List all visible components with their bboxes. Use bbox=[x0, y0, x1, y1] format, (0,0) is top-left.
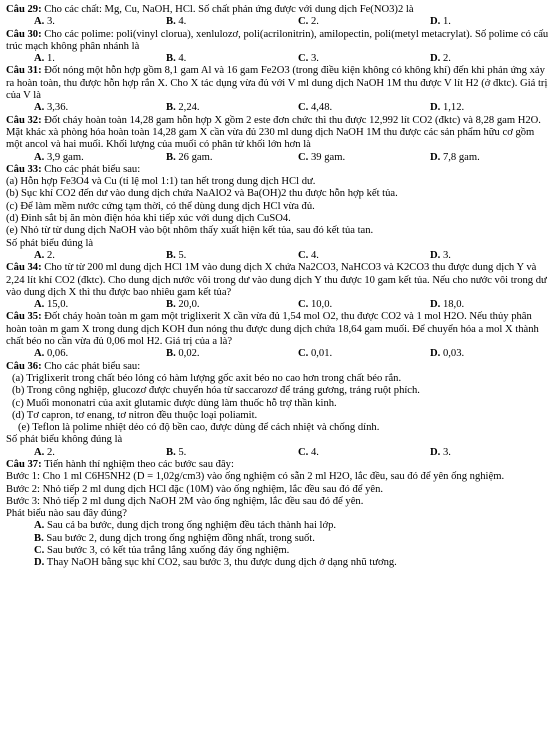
option-text: 15,0. bbox=[44, 299, 69, 311]
question-37-label: Câu 37: bbox=[6, 458, 42, 470]
option-text: 4. bbox=[308, 446, 319, 458]
question-36-closing: Số phát biểu không đúng là bbox=[6, 434, 123, 446]
option-letter: D. bbox=[430, 151, 441, 163]
option-text: 20,0. bbox=[175, 299, 200, 311]
option-a[interactable] bbox=[34, 102, 166, 114]
option-letter: B. bbox=[166, 348, 176, 360]
option-letter: A. bbox=[34, 53, 45, 65]
question-34-stem bbox=[6, 262, 550, 299]
option-text: 3,9 gam. bbox=[44, 151, 84, 163]
option-letter: B. bbox=[166, 249, 176, 261]
option-a[interactable] bbox=[34, 250, 166, 262]
question-35-stem bbox=[6, 311, 550, 348]
option-text: 7,8 gam. bbox=[440, 151, 480, 163]
option-letter: B. bbox=[166, 53, 176, 65]
option-text: 0,02. bbox=[175, 348, 200, 360]
option-b[interactable] bbox=[166, 250, 298, 262]
option-letter: D. bbox=[34, 557, 45, 569]
option-letter: C. bbox=[298, 102, 309, 114]
option-letter: D. bbox=[430, 53, 441, 65]
question-33 bbox=[6, 164, 550, 262]
option-text: 18,0. bbox=[440, 299, 465, 311]
step-2: Bước 2: Nhỏ tiếp 2 ml dung dịch HCl đặc (10M) vào ống nghiệm, lắc đều sau đó để yên. bbox=[6, 483, 384, 495]
question-36-text: Cho các phát biểu sau: bbox=[41, 360, 141, 372]
option-b[interactable] bbox=[166, 447, 298, 459]
question-36-label: Câu 36: bbox=[6, 360, 42, 372]
option-c[interactable] bbox=[298, 447, 430, 459]
option-d[interactable] bbox=[430, 102, 556, 114]
option-text: 3. bbox=[308, 53, 319, 65]
option-d[interactable] bbox=[430, 348, 556, 360]
option-text: 1,12. bbox=[440, 102, 465, 114]
option-letter: B. bbox=[166, 151, 176, 163]
option-letter: C. bbox=[298, 249, 309, 261]
option-letter: A. bbox=[34, 249, 45, 261]
question-32-label: Câu 32: bbox=[6, 114, 42, 126]
question-35-text: Đốt cháy hoàn toàn m gam một triglixerit X cần vừa đủ 1,54 mol O2, thu được CO2 và 1 mol H2O. Nếu thủy phân hoàn toàn m gam X trong dung dịch KOH đun nóng thu được dung dịch chứa 18,64 gam muối. Để chuyển hóa a mol X thành chất béo no cần vừa đủ 0,06 mol H2. Giá trị của a là? bbox=[6, 311, 539, 348]
option-text: 2. bbox=[44, 446, 55, 458]
option-a[interactable] bbox=[34, 447, 166, 459]
question-37-closing: Phát biểu nào sau đây đúng? bbox=[6, 508, 127, 520]
question-33-closing: Số phát biểu đúng là bbox=[6, 237, 94, 249]
question-37-text: Tiến hành thí nghiệm theo các bước sau đây: bbox=[41, 458, 234, 470]
option-text: 4. bbox=[175, 16, 187, 28]
statement-c: (c) Muối mononatri của axit glutamic được dùng làm thuốc hỗ trợ thần kinh. bbox=[12, 397, 337, 409]
question-36-options bbox=[6, 447, 550, 459]
option-text: Sau bước 2, dung dịch trong ống nghiệm đồng nhất, trong suốt. bbox=[43, 532, 315, 544]
question-34-text: Cho từ từ 200 ml dung dịch HCl 1M vào dung dịch X chứa Na2CO3, NaHCO3 và K2CO3 thu được dung dịch Y và 2,24 lít khí CO2 (đktc). Cho dung dịch nước vôi trong dư vào dung dịch Y thu được 10 gam kết tủa. Nếu cho nước vôi trong dư vào dung dịch X thì thu được bao nhiêu gam kết tủa? bbox=[6, 262, 547, 298]
question-35-options bbox=[6, 348, 550, 360]
question-30-options bbox=[6, 53, 550, 65]
option-text: 2. bbox=[44, 249, 55, 261]
option-letter: C. bbox=[298, 53, 309, 65]
option-text: 2. bbox=[308, 16, 319, 28]
question-31-label: Câu 31: bbox=[6, 65, 42, 77]
option-c[interactable] bbox=[34, 545, 550, 557]
option-text: 3. bbox=[440, 446, 451, 458]
question-36-stem bbox=[6, 361, 550, 373]
question-29-label: Câu 29: bbox=[6, 4, 42, 15]
option-letter: D. bbox=[430, 102, 441, 114]
option-text: 26 gam. bbox=[175, 151, 213, 163]
question-37-options bbox=[6, 520, 550, 569]
option-text: 5. bbox=[175, 249, 187, 261]
option-d[interactable] bbox=[34, 557, 550, 569]
option-d[interactable] bbox=[430, 250, 556, 262]
option-letter: B. bbox=[34, 532, 44, 544]
option-b[interactable] bbox=[166, 102, 298, 114]
statement-b: (b) Sục khí CO2 đến dư vào dung dịch chứa NaAlO2 và Ba(OH)2 thu được hỗn hợp kết tủa. bbox=[6, 188, 398, 200]
option-b[interactable] bbox=[166, 348, 298, 360]
question-36 bbox=[6, 361, 550, 459]
question-31-options bbox=[6, 102, 550, 114]
question-31-text: Đốt nóng một hỗn hợp gồm 8,1 gam Al và 16 gam Fe2O3 (trong điều kiện không có không khí) đến khi phản ứng xảy ra hoàn toàn, thu được hỗn hợp rắn X. Cho X tác dụng vừa đủ với V ml dung dịch NaOH 1M thu được V lít H2 (ở đktc). Giá trị của V là bbox=[6, 65, 548, 102]
question-35 bbox=[6, 311, 550, 360]
option-letter: A. bbox=[34, 151, 45, 163]
option-letter: A. bbox=[34, 348, 45, 360]
option-letter: C. bbox=[34, 545, 45, 557]
option-letter: D. bbox=[430, 16, 441, 28]
option-d[interactable] bbox=[430, 152, 556, 164]
question-31 bbox=[6, 65, 550, 114]
statement-d: (d) Tơ capron, tơ enang, tơ nitron đều thuộc loại poliamit. bbox=[12, 409, 258, 421]
option-text: 39 gam. bbox=[308, 151, 346, 163]
option-a[interactable] bbox=[34, 348, 166, 360]
option-text: 5. bbox=[175, 446, 187, 458]
option-c[interactable] bbox=[298, 16, 430, 28]
option-letter: A. bbox=[34, 102, 45, 114]
option-letter: C. bbox=[298, 348, 309, 360]
option-letter: B. bbox=[166, 446, 176, 458]
step-1: Bước 1: Cho 1 ml C6H5NH2 (D = 1,02g/cm3) vào ống nghiệm có sẵn 2 ml H2O, lắc đều, sau đó để yên ống nghiệm. bbox=[6, 471, 505, 483]
option-a[interactable] bbox=[34, 299, 166, 311]
option-text: 3. bbox=[44, 16, 55, 28]
question-31-stem bbox=[6, 65, 550, 102]
question-30-text: Cho các polime: poli(vinyl clorua), xenlulozơ, poli(acrilonitrin), amilopectin, poli(metyl metacrylat). Số polime có cấu trúc mạch không phân nhánh là bbox=[6, 28, 549, 52]
option-a[interactable] bbox=[34, 16, 166, 28]
option-text: 3,36. bbox=[44, 102, 69, 114]
question-33-stem bbox=[6, 164, 550, 176]
option-letter: B. bbox=[166, 102, 176, 114]
question-37 bbox=[6, 459, 550, 570]
statement-d: (d) Đinh sắt bị ăn mòn điện hóa khi tiếp xúc với dung dịch CuSO4. bbox=[6, 213, 291, 225]
option-text: 1. bbox=[440, 16, 451, 28]
option-d[interactable] bbox=[430, 447, 556, 459]
option-letter: A. bbox=[34, 446, 45, 458]
option-letter: C. bbox=[298, 16, 309, 28]
option-c[interactable] bbox=[298, 152, 430, 164]
question-32-stem bbox=[6, 115, 550, 152]
option-letter: C. bbox=[298, 151, 309, 163]
option-text: 2. bbox=[440, 53, 451, 65]
option-text: Thay NaOH bằng sục khí CO2, sau bước 3, thu được dung dịch ở dạng nhũ tương. bbox=[44, 557, 397, 569]
option-text: 0,01. bbox=[308, 348, 333, 360]
option-text: 1. bbox=[44, 53, 55, 65]
question-34-label: Câu 34: bbox=[6, 262, 42, 274]
option-c[interactable] bbox=[298, 250, 430, 262]
option-text: 4. bbox=[175, 53, 187, 65]
option-text: 0,03. bbox=[440, 348, 465, 360]
question-35-label: Câu 35: bbox=[6, 311, 42, 323]
option-a[interactable] bbox=[34, 520, 550, 532]
question-32 bbox=[6, 115, 550, 164]
option-b[interactable] bbox=[166, 53, 298, 65]
option-letter: A. bbox=[34, 16, 45, 28]
option-c[interactable] bbox=[298, 102, 430, 114]
option-b[interactable] bbox=[166, 299, 298, 311]
option-text: 10,0. bbox=[308, 299, 333, 311]
option-text: 2,24. bbox=[175, 102, 200, 114]
question-32-text: Đốt cháy hoàn toàn 14,28 gam hỗn hợp X gồm 2 este đơn chức thì thu được 12,992 lít CO2 (đktc) và 8,28 gam H2O. Mặt khác xà phòng hóa hoàn toàn 14,28 gam X cần vừa đủ 230 ml dung dịch NaOH 1M thu được các sản phẩm hữu cơ gồm một ancol và hai muối. Khối lượng của muối có phân tử khối lớn hơn là bbox=[6, 114, 541, 151]
option-letter: D. bbox=[430, 249, 441, 261]
option-text: 4,48. bbox=[308, 102, 333, 114]
option-letter: C. bbox=[298, 446, 309, 458]
statement-e: (e) Teflon là polime nhiệt dẻo có độ bền cao, được dùng để cách nhiệt và chống dính. bbox=[18, 422, 380, 434]
option-text: Sau cả ba bước, dung dịch trong ống nghiệm đều tách thành hai lớp. bbox=[44, 520, 337, 532]
question-30 bbox=[6, 29, 550, 66]
question-34-options bbox=[6, 299, 550, 311]
question-33-label: Câu 33: bbox=[6, 163, 42, 175]
statement-a: (a) Hỗn hợp Fe3O4 và Cu (tỉ lệ mol 1:1) tan hết trong dung dịch HCl dư. bbox=[6, 176, 316, 188]
option-letter: A. bbox=[34, 520, 45, 532]
question-33-options bbox=[6, 250, 550, 262]
option-text: Sau bước 3, có kết tủa trắng lắng xuống đáy ống nghiệm. bbox=[44, 545, 290, 557]
statement-b: (b) Trong công nghiệp, glucozơ được chuyển hóa từ saccarozơ để tráng gương, tráng ruột phích. bbox=[12, 385, 420, 397]
option-d[interactable] bbox=[430, 299, 556, 311]
option-a[interactable] bbox=[34, 53, 166, 65]
option-b[interactable] bbox=[166, 152, 298, 164]
option-c[interactable] bbox=[298, 53, 430, 65]
question-29-stem bbox=[6, 4, 550, 16]
statement-e: (e) Nhỏ từ từ dung dịch NaOH vào bột nhôm thấy xuất hiện kết tủa, sau đó kết tủa tan. bbox=[6, 225, 374, 237]
option-d[interactable] bbox=[430, 53, 556, 65]
option-letter: D. bbox=[430, 446, 441, 458]
option-letter: A. bbox=[34, 299, 45, 311]
option-c[interactable] bbox=[298, 299, 430, 311]
question-30-stem bbox=[6, 29, 550, 54]
statement-a: (a) Triglixerit trong chất béo lỏng có hàm lượng gốc axit béo no cao hơn trong chất béo rắn. bbox=[12, 372, 402, 384]
step-3: Bước 3: Nhỏ tiếp 2 ml dung dịch NaOH 2M vào ống nghiệm, lắc đều sau đó để yên. bbox=[6, 495, 364, 507]
question-37-stem bbox=[6, 459, 550, 471]
statement-c: (c) Để làm mềm nước cứng tạm thời, có thể dùng dung dịch HCl vừa đủ. bbox=[6, 200, 315, 212]
option-d[interactable] bbox=[430, 16, 556, 28]
option-b[interactable] bbox=[34, 533, 550, 545]
option-letter: D. bbox=[430, 348, 441, 360]
option-letter: B. bbox=[166, 299, 176, 311]
question-29-options bbox=[6, 16, 550, 28]
option-c[interactable] bbox=[298, 348, 430, 360]
question-29-text: Cho các chất: Mg, Cu, NaOH, HCl. Số chất phản ứng được với dung dịch Fe(NO3)2 là bbox=[41, 4, 414, 15]
question-34 bbox=[6, 262, 550, 311]
option-text: 3. bbox=[440, 249, 451, 261]
question-32-options bbox=[6, 152, 550, 164]
option-letter: C. bbox=[298, 299, 309, 311]
question-29 bbox=[6, 4, 550, 29]
option-letter: D. bbox=[430, 299, 441, 311]
question-30-label: Câu 30: bbox=[6, 28, 42, 40]
option-text: 0,06. bbox=[44, 348, 69, 360]
option-a[interactable] bbox=[34, 152, 166, 164]
option-letter: B. bbox=[166, 16, 176, 28]
option-text: 4. bbox=[308, 249, 319, 261]
option-b[interactable] bbox=[166, 16, 298, 28]
question-33-text: Cho các phát biểu sau: bbox=[41, 163, 141, 175]
